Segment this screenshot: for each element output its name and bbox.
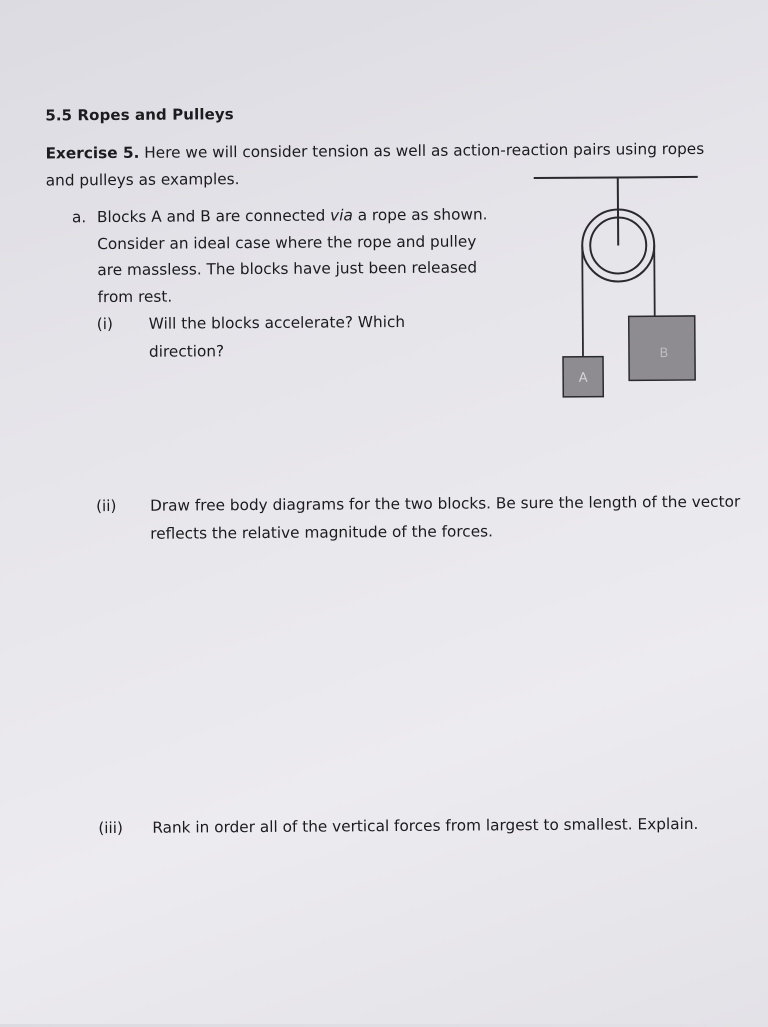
question-number: (i) (97, 310, 113, 338)
ceiling-line (534, 177, 698, 178)
block-b-label: B (659, 346, 668, 361)
part-a-text: Blocks A and B are connected via a rope as shown. Consider an ideal case where the rope and pulley are massless. The blocks have just been released from rest. (97, 201, 503, 310)
question-text: Will the blocks accelerate? Which direction? (149, 307, 477, 365)
question-i (97, 307, 477, 366)
rope-left (582, 246, 583, 357)
pulley-diagram (528, 163, 710, 414)
exercise-label: Exercise 5. (46, 144, 140, 163)
part-a-marker: a. (72, 204, 86, 231)
block-a-label: A (579, 371, 588, 386)
exercise-text: Here we will consider tension as well as action-reaction pairs using ropes and pulleys as examples. (46, 140, 705, 190)
part-a (72, 201, 503, 310)
via-italic: via (330, 206, 353, 224)
question-text: Rank in order all of the vertical forces from largest to smallest. Explain. (152, 810, 748, 842)
question-ii (96, 488, 746, 549)
question-text: Draw free body diagrams for the two blocks. Be sure the length of the vector reflects the relative magnitude of the forces. (150, 488, 746, 548)
question-number: (ii) (96, 492, 117, 520)
question-number: (iii) (98, 814, 123, 842)
question-iii (98, 810, 748, 843)
section-heading: 5.5 Ropes and Pulleys (45, 105, 234, 124)
